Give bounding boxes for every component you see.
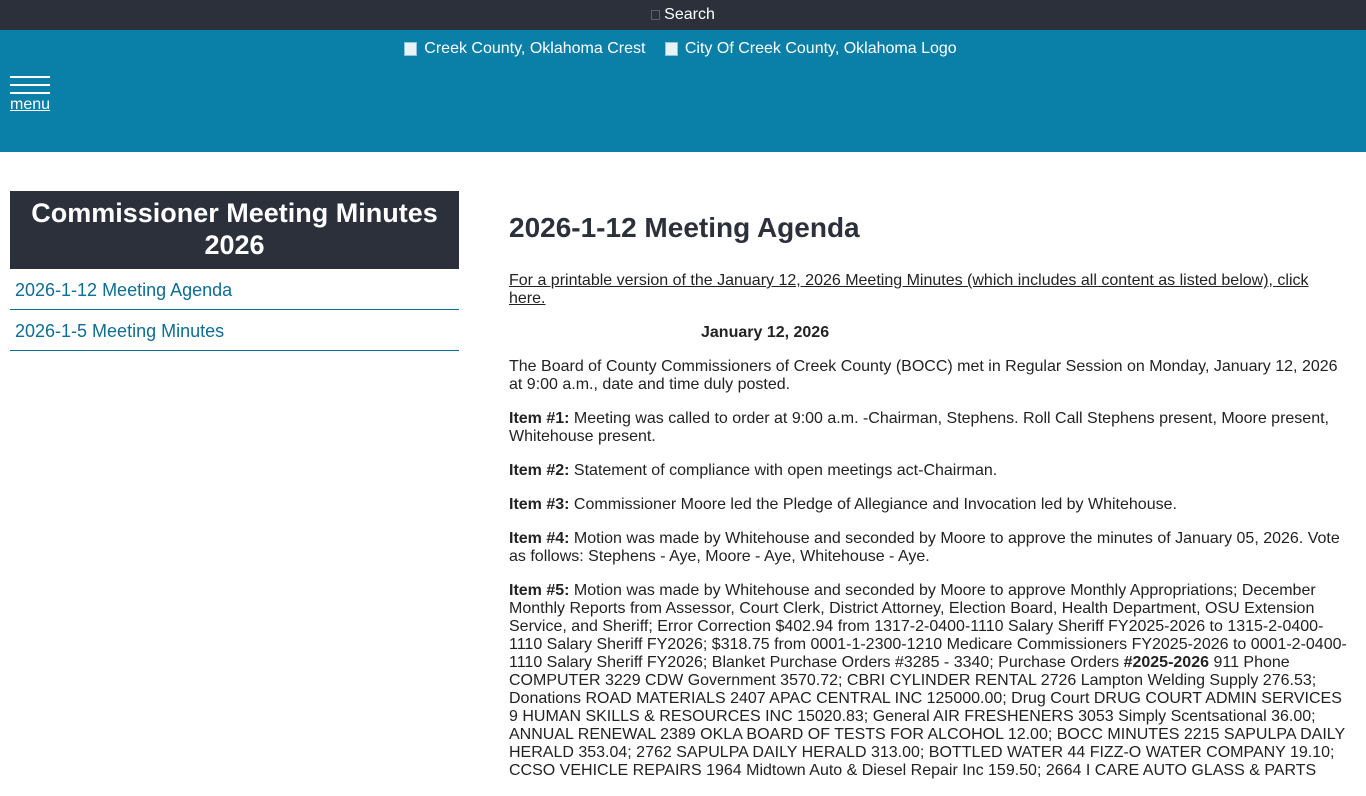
search-button[interactable] [651,6,715,24]
crest-alt-text: Creek County, Oklahoma Crest [424,40,646,57]
agenda-item-4 [509,530,1349,566]
agenda-item-5 [509,582,1349,780]
printable-version-link[interactable]: For a printable version of the January 12, 2026 Meeting Minutes (which includes all content as listed below), click here. [509,272,1309,307]
item-text: Statement of compliance with open meetings act-Chairman. [573,462,998,479]
sidebar-item-agenda[interactable]: 2026-1-12 Meeting Agenda [10,269,459,310]
header-logos [0,40,1366,61]
menu-button[interactable] [10,76,50,114]
hamburger-icon [10,76,50,94]
item-text: Motion was made by Whitehouse and seconded by Moore to approve Monthly Appropriations; December Monthly Reports from Assessor, Court Clerk, District Attorney, Election Board, Health Department, OSU Extension Service, and Sheriff; Error Correction $402.94 from 1317-2-0400-1110 Salary Sheriff FY2025-2026 to 1315-2-0400-1110 Salary Sheriff FY2026; $318.75 from 0001-1-2300-1210 Medicare Commissioners FY2025-2026 to 0001-2-0400-1110 Salary Sheriff FY2026; Blanket Purchase Orders #3285 - 3340; Purchase Orders [509,582,1347,671]
item-text: Meeting was called to order at 9:00 a.m. -Chairman, Stephens. Roll Call Stephens present, Moore present, Whitehouse present. [509,410,1329,445]
item-label: Item #2: [509,462,570,479]
agenda-item-2 [509,462,1349,480]
crest-image[interactable] [404,40,650,58]
broken-image-icon [665,42,678,56]
agenda-item-1 [509,410,1349,446]
agenda-item-3 [509,496,1349,514]
page-title: 2026-1-12 Meeting Agenda [509,212,860,243]
sidebar [10,191,459,351]
item-label: Item #5: [509,582,570,599]
logo-image[interactable] [665,40,962,58]
item-label: Item #4: [509,530,570,547]
site-header [0,30,1366,152]
broken-image-icon [404,42,417,56]
item-label: Item #3: [509,496,570,513]
meeting-date: January 12, 2026 [701,324,830,341]
item-text: Motion was made by Whitehouse and seconded by Moore to approve the minutes of January 05, 2026. Vote as follows: Stephens - Aye, Moore - Aye, Whitehouse - Aye. [509,530,1340,565]
item-text: Commissioner Moore led the Pledge of Allegiance and Invocation led by Whitehouse. [573,496,1177,513]
logo-alt-text: City Of Creek County, Oklahoma Logo [684,40,957,57]
top-bar [0,0,1366,30]
item-text-continued: 911 Phone COMPUTER 3229 CDW Government 3570.72; CBRI CYLINDER RENTAL 2726 Lampton Welding Supply 276.53; Donations ROAD MATERIALS 2407 APAC CENTRAL INC 125000.00; Drug Court DRUG COURT ADMIN SERVICES 9 HUMAN SKILLS & RESOURCES INC 15020.83; General AIR FRESHENERS 3053 Simply Scentsational 36.00; ANNUAL RENEWAL 2389 OKLA BOARD OF TESTS FOR ALCOHOL 12.00; BOCC MINUTES 2215 SAPULPA DAILY HERALD 353.04; 2762 SAPULPA DAILY HERALD 313.00; BOTTLED WATER 44 FIZZ-O WATER COMPANY 19.10; CCSO VEHICLE REPAIRS 1964 Midtown Auto & Diesel Repair Inc 159.50; 2664 I CARE AUTO GLASS & PARTS [509,654,1345,779]
item-bold-text: #2025-2026 [1123,654,1209,671]
sidebar-item-minutes[interactable]: 2026-1-5 Meeting Minutes [10,310,459,351]
main-content [509,210,1349,796]
item-label: Item #1: [509,410,570,427]
search-icon [651,10,660,20]
intro-paragraph: The Board of County Commissioners of Creek County (BOCC) met in Regular Session on Monday, January 12, 2026 at 9:00 a.m., date and time duly posted. [509,358,1338,393]
search-label: Search [664,6,715,23]
menu-label: menu [10,96,51,113]
sidebar-title: Commissioner Meeting Minutes 2026 [10,191,459,269]
